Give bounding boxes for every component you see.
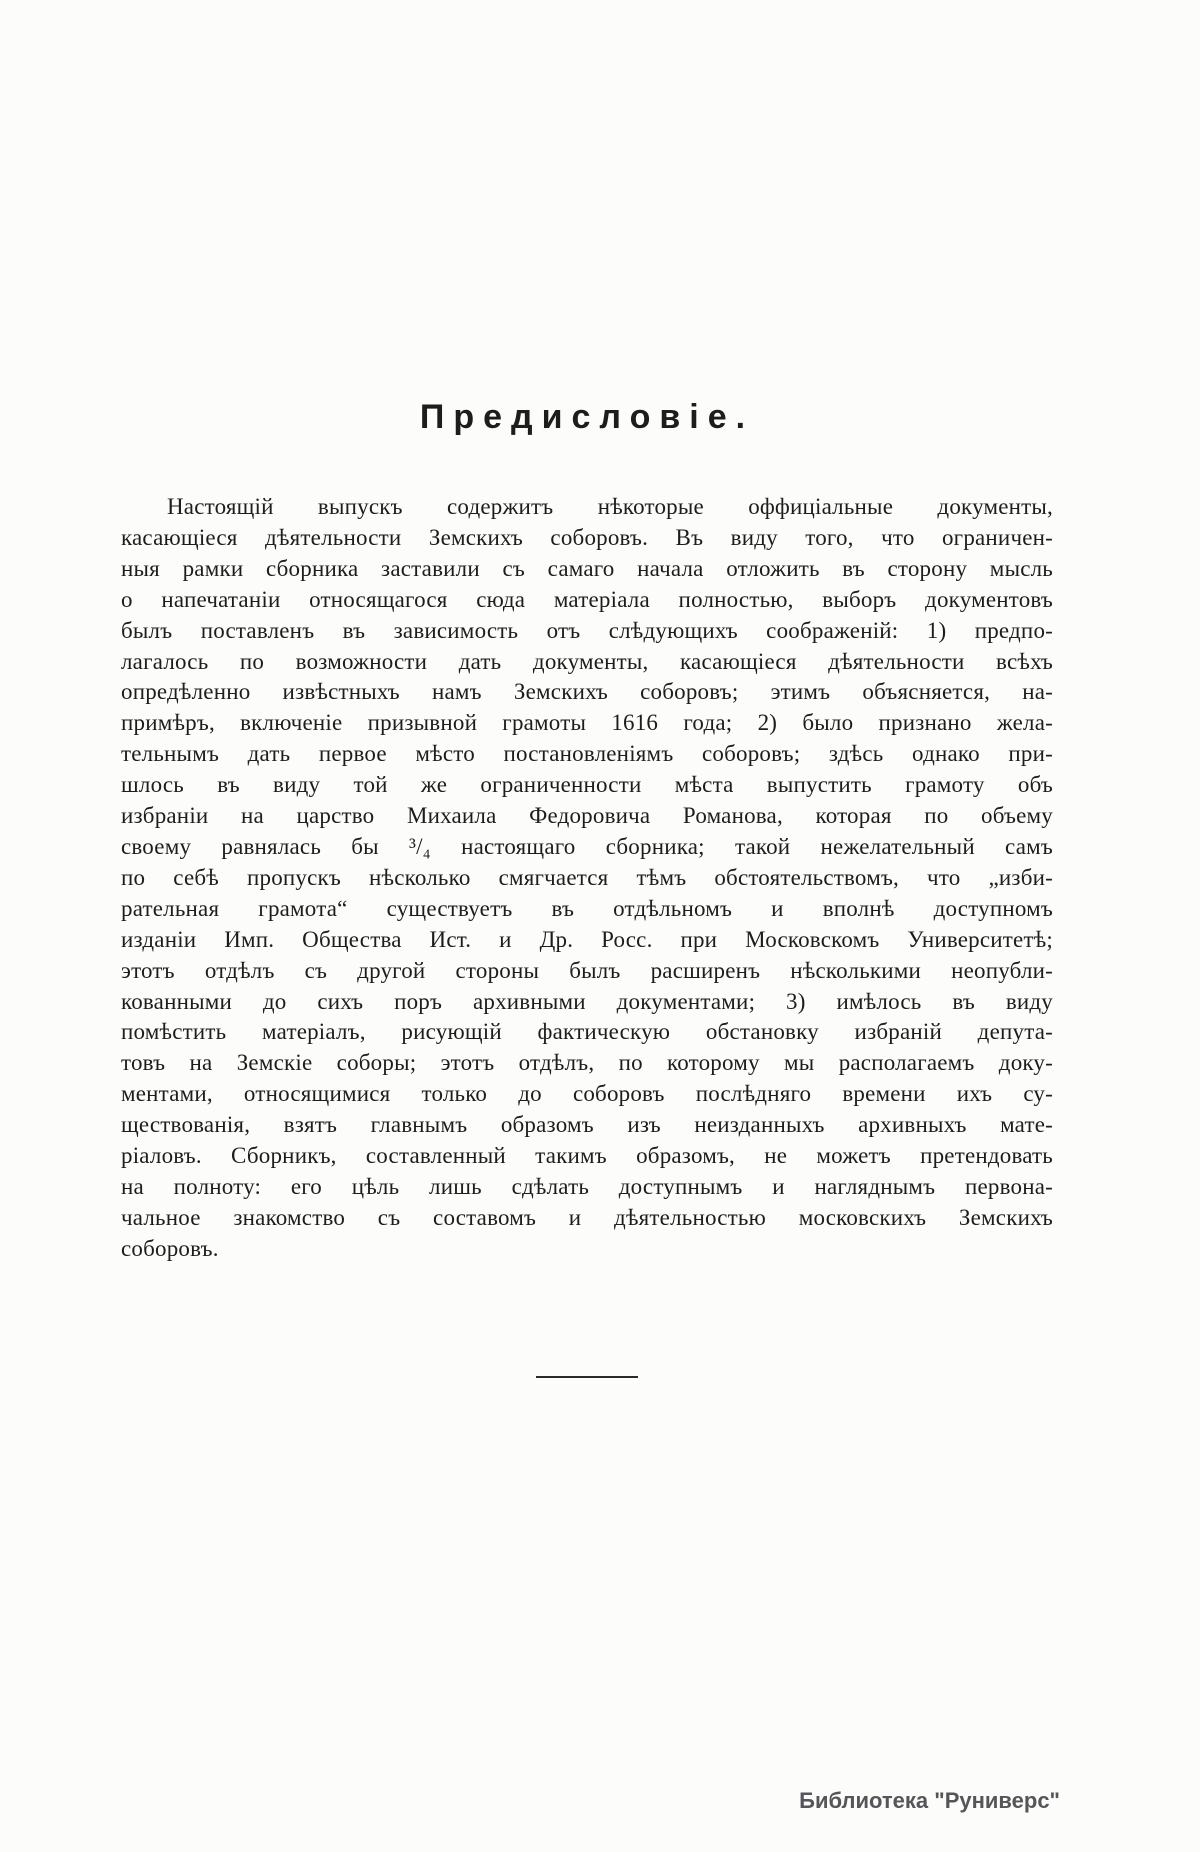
text-line: ментами, относящимися только до соборовъ послѣдняго времени ихъ су- (121, 1081, 1053, 1107)
text-line: этотъ отдѣлъ съ другой стороны былъ расширенъ нѣсколькими неопубли- (121, 957, 1053, 983)
preface-text (121, 492, 1053, 1265)
text-line: по себѣ пропускъ нѣсколько смягчается тѣмъ обстоятельствомъ, что „изби- (121, 864, 1053, 890)
text-line: на полноту: его цѣль лишь сдѣлать доступнымъ и нагляднымъ первона- (121, 1173, 1053, 1199)
text-line: ществованія, взятъ главнымъ образомъ изъ неизданныхъ архивныхъ мате- (121, 1112, 1053, 1138)
library-watermark: Библиотека "Руниверс" (799, 1788, 1060, 1813)
text-line: помѣстить матеріалъ, рисующій фактическую обстановку избраній депута- (121, 1019, 1053, 1045)
text-line: ныя рамки сборника заставили съ самаго начала отложить въ сторону мысль (121, 555, 1053, 581)
text-line: рательная грамота“ существуетъ въ отдѣльномъ и вполнѣ доступномъ (121, 895, 1053, 921)
text-line: о напечатаніи относящагося сюда матеріала полностью, выборъ документовъ (121, 586, 1053, 612)
text-line: шлось въ виду той же ограниченности мѣста выпустить грамоту объ (121, 772, 1053, 798)
text-line: товъ на Земскіе соборы; этотъ отдѣлъ, по которому мы располагаемъ доку- (121, 1050, 1053, 1076)
text-line: опредѣленно извѣстныхъ намъ Земскихъ соборовъ; этимъ объясняется, на- (121, 679, 1053, 705)
section-divider (536, 1376, 638, 1378)
text-line: соборовъ. (121, 1235, 219, 1261)
text-line: примѣръ, включеніе призывной грамоты 1616 года; 2) было признано жела- (121, 710, 1053, 736)
text-line: былъ поставленъ въ зависимость отъ слѣдующихъ соображеній: 1) предпо- (121, 617, 1053, 643)
text-line: чальное знакомство съ составомъ и дѣятельностью московскихъ Земскихъ (121, 1204, 1053, 1230)
text-line: касающіеся дѣятельности Земскихъ соборовъ. Въ виду того, что ограничен- (121, 524, 1053, 550)
page-title: Предисловіе. (419, 398, 755, 436)
text-line: лагалось по возможности дать документы, касающіеся дѣятельности всѣхъ (121, 648, 1053, 674)
text-line: изданіи Имп. Общества Ист. и Др. Росс. при Московскомъ Университетѣ; (121, 926, 1053, 952)
text-line: кованными до сихъ поръ архивными документами; 3) имѣлось въ виду (121, 988, 1053, 1014)
text-line: Настоящій выпускъ содержитъ нѣкоторые оффиціальные документы, (167, 494, 1053, 519)
text-line: избраніи на царство Михаила Федоровича Романова, которая по объему (121, 803, 1053, 829)
text-line: ріаловъ. Сборникъ, составленный такимъ образомъ, не можетъ претендовать (121, 1143, 1053, 1169)
text-line: своему равнялась бы ³/₄ настоящаго сборника; такой нежелательный самъ (121, 833, 1053, 859)
text-line: тельнымъ дать первое мѣсто постановленіямъ соборовъ; здѣсь однако при- (121, 741, 1053, 767)
